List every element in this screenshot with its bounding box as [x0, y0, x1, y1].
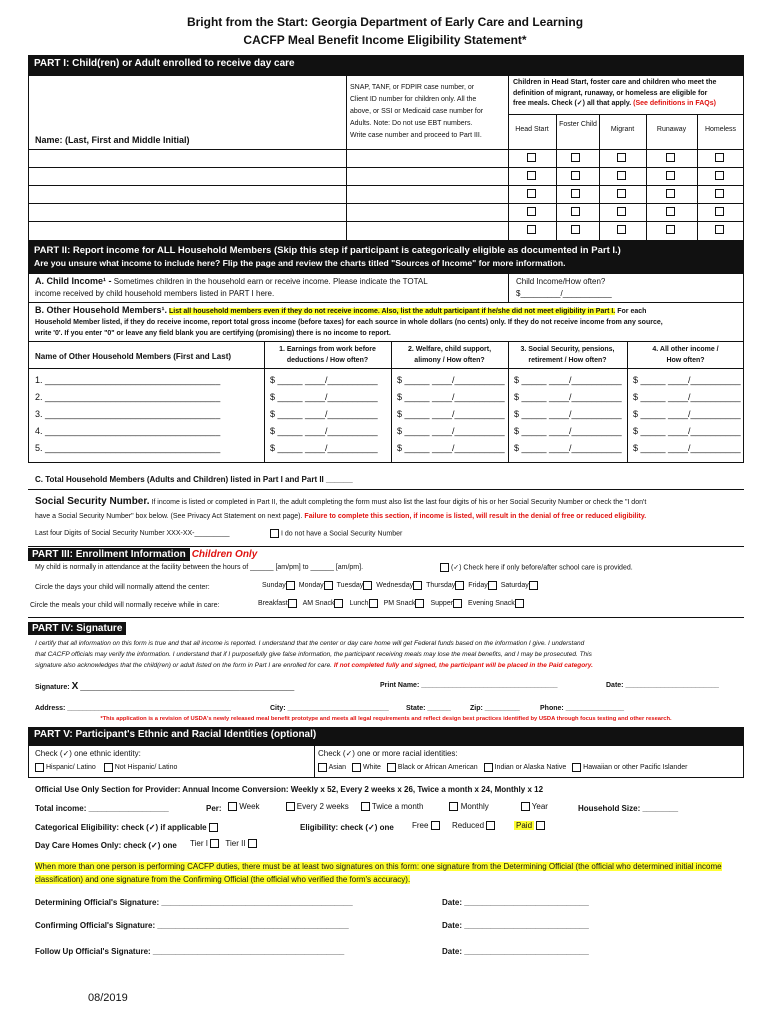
member-5-income-3[interactable]: $ _____ ____/__________ [514, 443, 622, 453]
part1-checkbox-r5-head-start[interactable] [527, 225, 536, 234]
per-option-checkbox-1[interactable] [286, 802, 295, 811]
part1-checkbox-r3-migrant[interactable] [617, 189, 626, 198]
member-name-3[interactable]: 3. ___________________________________ [35, 409, 221, 419]
meal-supper-checkbox-4[interactable] [453, 599, 462, 608]
day-wednesday-label-3: Wednesday [376, 582, 414, 590]
confirming-date[interactable]: Date: ____________________________ [442, 921, 589, 930]
ssn-last4[interactable]: Last four Digits of Social Security Number XXX-XX-_________ [35, 530, 230, 537]
member-3-income-3[interactable]: $ _____ ____/__________ [514, 409, 622, 419]
day-monday-label-1: Monday [298, 582, 324, 590]
ethnic-label-0: Hispanic/ Latino [45, 764, 96, 772]
col-head-start: Head Start [515, 126, 549, 133]
col-foster-child: Foster Child [559, 121, 597, 128]
part1-checkbox-r3-foster-child[interactable] [571, 189, 580, 198]
part1-checkbox-r4-migrant[interactable] [617, 207, 626, 216]
racial-checkbox-1[interactable] [352, 763, 361, 772]
part1-checkbox-r1-migrant[interactable] [617, 153, 626, 162]
day-friday-label-5: Friday [468, 582, 488, 590]
meal-evening-snack-label-5: Evening Snack [468, 600, 515, 608]
part1-bar: PART I: Child(ren) or Adult enrolled to receive day care [28, 55, 744, 75]
col-homeless: Homeless [704, 126, 737, 133]
meal-breakfast-checkbox-0[interactable] [288, 599, 297, 608]
day-care-label: Day Care Homes Only: check (✓) one [35, 841, 177, 850]
certification-text: I certify that all information on this form is true and that all income is reported. I understand that the center or day care home will get Federal funds based on the information I give. I understand that CACFP officials may verify the information. I understand that if I purposefully give false information, the participant receiving meals may lose the meal benefits, and I may be prosecuted. This signature also acknowledges that the child(ren) or adult listed on the form in Part I are enrolled for care. If not completed fully and signed, the participant will be placed in the Paid category. [35, 640, 593, 669]
member-4-income-3[interactable]: $ _____ ____/__________ [514, 426, 622, 436]
member-4-income-4[interactable]: $ _____ ____/__________ [633, 426, 741, 436]
part1-checkbox-r2-runaway[interactable] [666, 171, 675, 180]
member-5-income-2[interactable]: $ _____ ____/__________ [397, 443, 505, 453]
meal-evening-snack-checkbox-5[interactable] [515, 599, 524, 608]
member-name-1[interactable]: 1. ___________________________________ [35, 375, 221, 385]
form-title: Bright from the Start: Georgia Department of Early Care and Learning [186, 15, 584, 29]
ethnic-label-1: Not Hispanic/ Latino [114, 764, 178, 772]
child-income-text: A. Child Income¹ - Sometimes children in the household earn or receive income. Please indicate the TOTAL [35, 276, 428, 286]
day-wednesday-checkbox-3[interactable] [413, 581, 422, 590]
ethnic-label: Check (✓) one ethnic identity: [35, 749, 141, 758]
member-2-income-2[interactable]: $ _____ ____/__________ [397, 392, 505, 402]
part1-checkbox-r2-migrant[interactable] [617, 171, 626, 180]
member-1-income-1[interactable]: $ _____ ____/__________ [270, 375, 378, 385]
day-friday-checkbox-5[interactable] [488, 581, 497, 590]
categorical-label: Categorical Eligibility: check (✓) if applicable [35, 823, 207, 832]
day-tuesday-checkbox-2[interactable] [363, 581, 372, 590]
meal-am-snack-label-1: AM Snack [302, 600, 335, 608]
sig-date-field[interactable]: Date: ________________________ [606, 682, 719, 689]
no-ssn-checkbox[interactable] [270, 529, 279, 538]
revision-note: *This application is a revision of USDA's newly released meal benefit prototype and meets all legal requirements and reflect design best practices identified by USDA through focus testing and other research. [100, 716, 672, 722]
meal-breakfast-label-0: Breakfast [258, 600, 288, 608]
racial-checkbox-2[interactable] [387, 763, 396, 772]
elig-paid-label: Paid [516, 821, 533, 830]
child-income-text2: income received by child household members listed in PART I here. [35, 289, 275, 298]
part1-checkbox-r4-foster-child[interactable] [571, 207, 580, 216]
tier1-label: Tier I [190, 839, 208, 848]
member-3-income-2[interactable]: $ _____ ____/__________ [397, 409, 505, 419]
per-option-label-3: Monthly [460, 802, 489, 811]
day-monday-checkbox-1[interactable] [324, 581, 333, 590]
part1-checkbox-r1-homeless[interactable] [715, 153, 724, 162]
child-income-howoften: Child Income/How often? [516, 277, 606, 286]
member-name-5[interactable]: 5. ___________________________________ [35, 443, 221, 453]
total-income-field[interactable]: Total income: __________________ [35, 804, 169, 813]
form-subtitle: CACFP Meal Benefit Income Eligibility Statement* [243, 33, 527, 47]
per-option-label-4: Year [531, 802, 548, 811]
part1-checkbox-r2-foster-child[interactable] [571, 171, 580, 180]
elig-reduced-label: Reduced [452, 821, 485, 830]
part4-bar: PART IV: Signature [28, 622, 126, 635]
member-2-income-3[interactable]: $ _____ ____/__________ [514, 392, 622, 402]
part1-checkbox-r4-homeless[interactable] [715, 207, 724, 216]
racial-label-2: Black or African American [397, 764, 478, 772]
tier2-checkbox[interactable] [248, 839, 257, 848]
member-1-income-3[interactable]: $ _____ ____/__________ [514, 375, 622, 385]
two-signatures-note: When more than one person is performing CACFP duties, there must be at least two signatures on this form: one signature from the Determining Official (the official who determined initial income classification) and one signature from the Confirming Official (the official who verified the form's accuracy). [35, 862, 722, 884]
eligibility-label: Eligibility: check (✓) one [300, 823, 394, 832]
determining-signature[interactable]: Determining Official's Signature: ___________________________________________ [35, 898, 353, 907]
per-option-label-2: Twice a month [371, 802, 424, 811]
part5-bar: PART V: Participant's Ethnic and Racial Identities (optional) [28, 727, 744, 745]
city-field[interactable]: City: __________________________ [270, 705, 389, 712]
tier2-label: Tier II [225, 839, 246, 848]
day-sunday-checkbox-0[interactable] [286, 581, 295, 590]
ssn-section: Social Security Number. If income is listed or completed in Part II, the adult completing the form must also list the last four digits of his or her Social Security Number or check the "I don't have a Social Security Number" box below. (See Privacy Act Statement on next page). Failure to complete this section, if income is listed, will result in the denial of free or reduced eligibility. [35, 496, 647, 520]
followup-date[interactable]: Date: ____________________________ [442, 947, 589, 956]
col-earnings: 1. Earnings from work before deductions / How often? [279, 346, 376, 364]
meal-pm-snack-checkbox-3[interactable] [415, 599, 424, 608]
meal-lunch-checkbox-2[interactable] [369, 599, 378, 608]
other-members-text: B. Other Household Members¹. List all household members even if they do not receive income. Also, list the adult participant if he/she did not meet eligibility in Part I. For each Household Member listed, if they do receive income, report total gross income (before taxes) for each source in whole dollars (no cents) only. If they do not receive income from any source, write '0'. If you enter "0" or leave any field blank you are certifying (promising) there is no income to report. [35, 305, 663, 337]
part1-checkbox-r2-homeless[interactable] [715, 171, 724, 180]
state-field[interactable]: State: ______ [406, 705, 451, 712]
part3-bar: PART III: Enrollment Information [28, 548, 190, 561]
household-size-field[interactable]: Household Size: ________ [578, 804, 679, 813]
part1-checkbox-r5-migrant[interactable] [617, 225, 626, 234]
day-saturday-checkbox-6[interactable] [529, 581, 538, 590]
part1-checkbox-r5-runaway[interactable] [666, 225, 675, 234]
member-1-income-2[interactable]: $ _____ ____/__________ [397, 375, 505, 385]
racial-checkbox-4[interactable] [572, 763, 581, 772]
racial-label: Check (✓) one or more racial identities: [318, 749, 458, 758]
children-only: Children Only [191, 549, 258, 560]
children-note: Children in Head Start, foster care and children who meet the definition of migrant, runaway, or homeless are eligible for free meals. Check (✓) all that apply. (See definitions in FAQs) [513, 79, 717, 107]
member-name-4[interactable]: 4. ___________________________________ [35, 426, 221, 436]
per-label: Per: [206, 804, 222, 813]
member-5-income-4[interactable]: $ _____ ____/__________ [633, 443, 741, 453]
part1-checkbox-r1-runaway[interactable] [666, 153, 675, 162]
racial-label-3: Indian or Alaska Native [494, 764, 567, 772]
part1-checkbox-r3-head-start[interactable] [527, 189, 536, 198]
col-social-security: 3. Social Security, pensions, retirement / How often? [520, 346, 615, 364]
phone-field[interactable]: Phone: _______________ [540, 705, 625, 712]
day-thursday-label-4: Thursday [426, 582, 456, 590]
snap-note: SNAP, TANF, or FDPIR case number, or Client ID number for children only. All the above, or SSI or Medicaid case number for Adults. Note: Do not use EBT numbers. Write case number and proceed to Part III. [350, 84, 484, 139]
elig-free-checkbox[interactable] [431, 821, 440, 830]
racial-checkbox-0[interactable] [318, 763, 327, 772]
total-household[interactable]: C. Total Household Members (Adults and Children) listed in Part I and Part II ______ [35, 475, 353, 484]
per-option-checkbox-2[interactable] [361, 802, 370, 811]
col-migrant: Migrant [610, 126, 635, 133]
before-after-checkbox[interactable] [440, 563, 449, 572]
day-thursday-checkbox-4[interactable] [455, 581, 464, 590]
member-5-income-1[interactable]: $ _____ ____/__________ [270, 443, 378, 453]
part1-checkbox-r3-runaway[interactable] [666, 189, 675, 198]
part2-bar: PART II: Report income for ALL Household Members (Skip this step if participant is categorically eligible as documented in Part I.) Are you unsure what income to include here? Flip the page and review the charts titled "Sources of Income" for more information. [28, 241, 744, 273]
member-4-income-2[interactable]: $ _____ ____/__________ [397, 426, 505, 436]
confirming-signature[interactable]: Confirming Official's Signature: ___________________________________________ [35, 921, 349, 930]
official-heading: Official Use Only Section for Provider: Annual Income Conversion: Weekly x 52, Every 2 weeks x 26, Twice a month x 24, Monthly x 12 [35, 785, 544, 794]
signature-field[interactable]: Signature: X _______________________________________________________ [35, 681, 295, 692]
meal-supper-label-4: Supper [430, 600, 454, 608]
per-option-label-1: Every 2 weeks [296, 802, 349, 811]
col-welfare: 2. Welfare, child support, alimony / How often? [407, 346, 492, 364]
part1-checkbox-r1-foster-child[interactable] [571, 153, 580, 162]
part1-checkbox-r5-foster-child[interactable] [571, 225, 580, 234]
ethnic-checkbox-0[interactable] [35, 763, 44, 772]
day-tuesday-label-2: Tuesday [336, 582, 364, 590]
before-after-label: (✓) Check here if only before/after school care is provided. [450, 564, 633, 572]
part1-checkbox-r1-head-start[interactable] [527, 153, 536, 162]
member-1-income-4[interactable]: $ _____ ____/__________ [633, 375, 741, 385]
meals-label: Circle the meals your child will normally receive while in care: [30, 602, 220, 609]
categorical-checkbox[interactable] [209, 823, 218, 832]
member-name-2[interactable]: 2. ___________________________________ [35, 392, 221, 402]
col-runaway: Runaway [656, 126, 687, 133]
zip-field[interactable]: Zip: _________ [470, 705, 520, 712]
ethnic-checkbox-1[interactable] [104, 763, 113, 772]
col-member-name: Name of Other Household Members (First and Last) [35, 352, 232, 361]
day-saturday-label-6: Saturday [500, 582, 529, 590]
no-ssn-label: I do not have a Social Security Number [280, 530, 403, 538]
part1-checkbox-r2-head-start[interactable] [527, 171, 536, 180]
followup-signature[interactable]: Follow Up Official's Signature: ___________________________________________ [35, 947, 345, 956]
member-2-income-1[interactable]: $ _____ ____/__________ [270, 392, 378, 402]
per-option-checkbox-0[interactable] [228, 802, 237, 811]
print-name-field[interactable]: Print Name: ___________________________________ [380, 682, 558, 689]
footer-date: 08/2019 [88, 992, 128, 1004]
racial-label-1: White [363, 764, 381, 772]
part1-checkbox-r3-homeless[interactable] [715, 189, 724, 198]
per-option-checkbox-4[interactable] [521, 802, 530, 811]
racial-checkbox-3[interactable] [484, 763, 493, 772]
day-sunday-label-0: Sunday [262, 582, 286, 590]
elig-paid-checkbox[interactable] [536, 821, 545, 830]
part1-checkbox-r5-homeless[interactable] [715, 225, 724, 234]
meal-pm-snack-label-3: PM Snack [383, 600, 416, 608]
elig-reduced-checkbox[interactable] [486, 821, 495, 830]
part1-checkbox-r4-runaway[interactable] [666, 207, 675, 216]
per-option-checkbox-3[interactable] [449, 802, 458, 811]
elig-free-label: Free [412, 821, 429, 830]
attendance-hours[interactable]: My child is normally in attendance at the facility between the hours of ______ [am/pm] to ______ [am/pm]. [35, 564, 364, 571]
racial-label-4: Hawaiian or other Pacific Islander [583, 764, 688, 772]
part1-checkbox-r4-head-start[interactable] [527, 207, 536, 216]
child-income-field[interactable]: $_________/___________ [516, 289, 612, 298]
racial-label-0: Asian [328, 764, 347, 772]
determining-date[interactable]: Date: ____________________________ [442, 898, 589, 907]
address-field[interactable]: Address: __________________________________________ [35, 705, 231, 712]
member-2-income-4[interactable]: $ _____ ____/__________ [633, 392, 741, 402]
days-label: Circle the days your child will normally attend the center: [35, 584, 210, 591]
part3-header [28, 548, 257, 562]
col-other-income: 4. All other income / How often? [652, 346, 719, 364]
tier1-checkbox[interactable] [210, 839, 219, 848]
meal-lunch-label-2: Lunch [349, 600, 369, 608]
member-3-income-4[interactable]: $ _____ ____/__________ [633, 409, 741, 419]
per-option-label-0: Week [239, 802, 260, 811]
meal-am-snack-checkbox-1[interactable] [334, 599, 343, 608]
member-3-income-1[interactable]: $ _____ ____/__________ [270, 409, 378, 419]
name-label: Name: (Last, First and Middle Initial) [35, 135, 190, 145]
member-4-income-1[interactable]: $ _____ ____/__________ [270, 426, 378, 436]
definitions-link: (See definitions in FAQs) [633, 100, 716, 107]
